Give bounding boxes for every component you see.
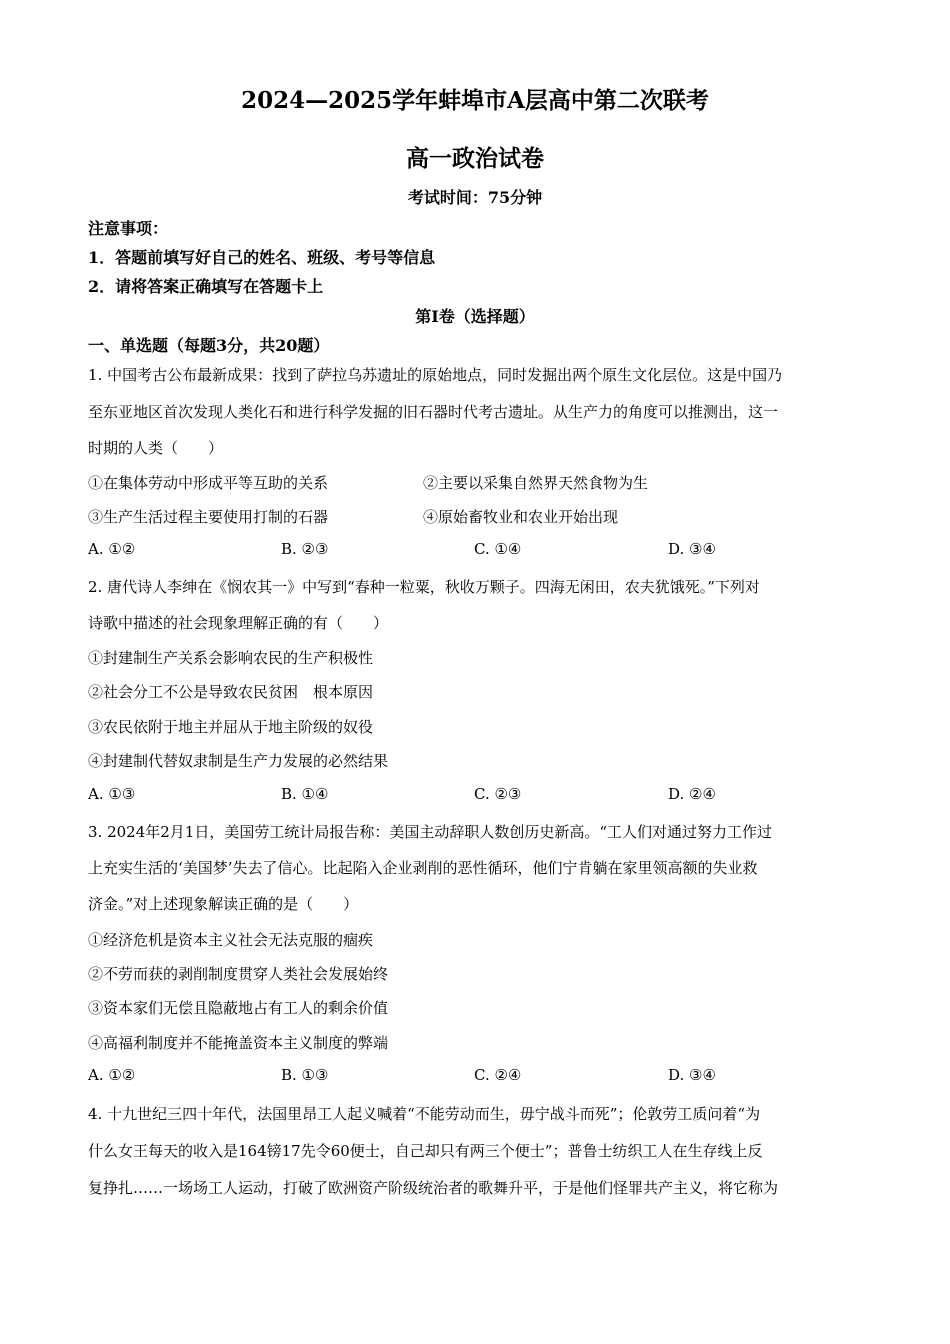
question-text: 济金。”对上述现象解读正确的是（ ） <box>88 895 359 913</box>
exam-time: 考试时间：75分钟 <box>407 188 543 207</box>
statement: ③农民依附于地主并屈从于地主阶级的奴役 <box>88 718 374 736</box>
question-text: 什么女王每天的收入是164镑17先令60便士，自己却只有两三个便士”；普鲁士纺织工人在生存线上反 <box>88 1142 763 1160</box>
notes-item: 2．请将答案正确填写在答题卡上 <box>88 277 324 296</box>
statement: ①封建制生产关系会影响农民的生产积极性 <box>88 649 374 667</box>
question-text: 4. 十九世纪三四十年代，法国里昂工人起义喊着“不能劳动而生，毋宁战斗而死”；伦敦劳工质问着“为 <box>88 1105 761 1123</box>
option-d[interactable]: D. ③④ <box>668 1066 716 1084</box>
notes-heading: 注意事项： <box>88 219 169 238</box>
question-text: 3. 2024年2月1日，美国劳工统计局报告称：美国主动辞职人数创历史新高。“工人们对通过努力工作过 <box>88 823 773 841</box>
question-text: 上充实生活的‘美国梦’失去了信心。比起陷入企业剥削的恶性循环，他们宁肯躺在家里领高额的失业救 <box>88 859 758 877</box>
question-text: 至东亚地区首次发现人类化石和进行科学发掘的旧石器时代考古遗址。从生产力的角度可以推测出，这一 <box>88 403 779 421</box>
option-d[interactable]: D. ②④ <box>668 785 716 803</box>
option-a[interactable]: A. ①② <box>88 540 136 558</box>
option-b[interactable]: B. ①③ <box>281 1066 329 1084</box>
statement: ④高福利制度并不能掩盖资本主义制度的弊端 <box>88 1034 389 1052</box>
exam-subtitle: 高一政治试卷 <box>406 145 544 172</box>
statement: ③资本家们无偿且隐蔽地占有工人的剩余价值 <box>88 999 389 1017</box>
statement: ①经济危机是资本主义社会无法克服的痼疾 <box>88 931 374 949</box>
statement: ②社会分工不公是导致农民贫困 根本原因 <box>88 683 374 701</box>
option-c[interactable]: C. ②③ <box>474 785 522 803</box>
statement: ④原始畜牧业和农业开始出现 <box>423 508 619 526</box>
exam-title: 2024—2025学年蚌埠市A层高中第二次联考 <box>241 87 709 114</box>
option-a[interactable]: A. ①② <box>88 1066 136 1084</box>
statement: ③生产生活过程主要使用打制的石器 <box>88 508 329 526</box>
statement: ②主要以采集自然界天然食物为生 <box>423 474 649 492</box>
statement: ④封建制代替奴隶制是生产力发展的必然结果 <box>88 752 389 770</box>
question-text: 诗歌中描述的社会现象理解正确的有（ ） <box>88 614 389 632</box>
section-heading: 一、单选题（每题3分，共20题） <box>88 336 330 355</box>
option-b[interactable]: B. ②③ <box>281 540 329 558</box>
statement: ②不劳而获的剥削制度贯穿人类社会发展始终 <box>88 965 389 983</box>
question-text: 复挣扎……一场场工人运动，打破了欧洲资产阶级统治者的歌舞升平，于是他们怪罪共产主义，将它称为 <box>88 1179 779 1197</box>
option-d[interactable]: D. ③④ <box>668 540 716 558</box>
question-text: 时期的人类（ ） <box>88 439 224 457</box>
statement: ①在集体劳动中形成平等互助的关系 <box>88 474 329 492</box>
volume-heading: 第Ⅰ卷（选择题） <box>415 307 535 326</box>
option-c[interactable]: C. ②④ <box>474 1066 522 1084</box>
option-b[interactable]: B. ①④ <box>281 785 329 803</box>
notes-item: 1．答题前填写好自己的姓名、班级、考号等信息 <box>88 248 436 267</box>
option-a[interactable]: A. ①③ <box>88 785 136 803</box>
option-c[interactable]: C. ①④ <box>474 540 522 558</box>
question-text: 2. 唐代诗人李绅在《悯农其一》中写到“春种一粒粟，秋收万颗子。四海无闲田，农夫犹饿死。”下列对 <box>88 578 760 596</box>
question-text: 1. 中国考古公布最新成果：找到了萨拉乌苏遗址的原始地点，同时发掘出两个原生文化层位。这是中国乃 <box>88 366 783 384</box>
